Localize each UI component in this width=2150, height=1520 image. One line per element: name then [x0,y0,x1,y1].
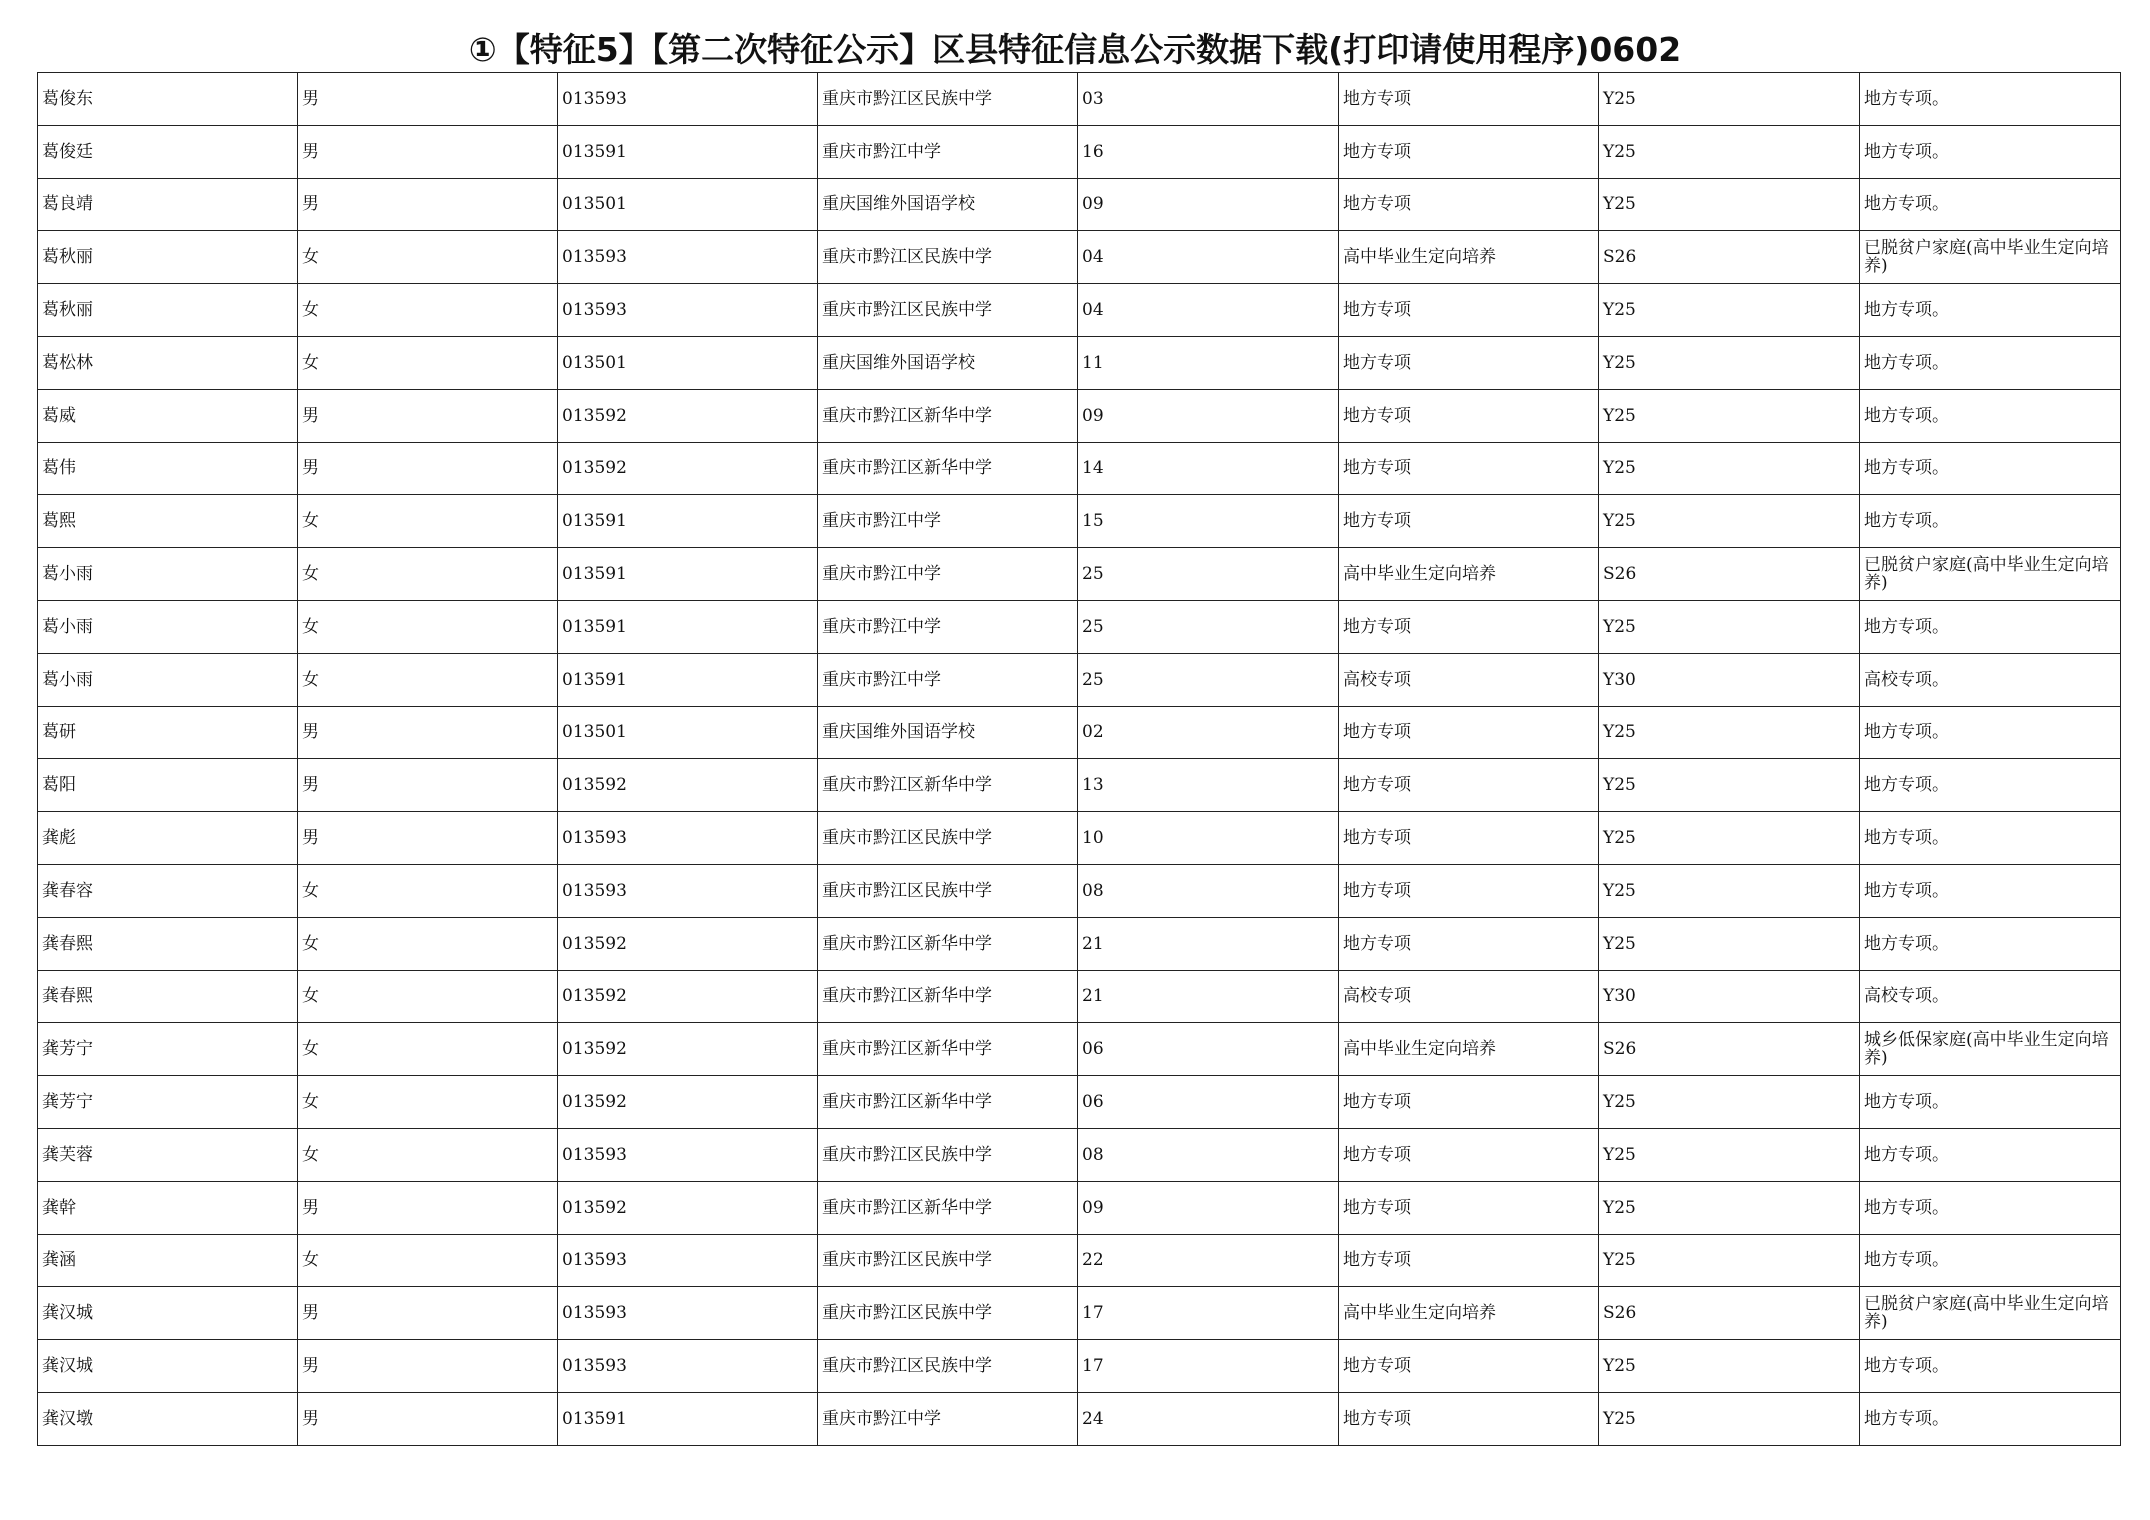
remark-cell: 地方专项。 [1860,1340,2121,1393]
school-name-cell: 重庆市黔江区民族中学 [818,812,1078,865]
name-cell: 葛小雨 [38,653,298,706]
name-cell: 龚春熙 [38,970,298,1023]
name-cell: 龚汉墩 [38,1392,298,1445]
name-cell: 龚芳宁 [38,1076,298,1129]
category-cell: 地方专项 [1339,759,1599,812]
school-code-cell: 013501 [558,336,818,389]
table-row [38,548,2121,601]
gender-cell: 男 [298,759,558,812]
name-cell: 龚汉城 [38,1287,298,1340]
table-row [38,600,2121,653]
table-row [38,1287,2121,1340]
school-name-cell: 重庆国维外国语学校 [818,336,1078,389]
table-row [38,125,2121,178]
name-cell: 葛熙 [38,495,298,548]
class-cell: 09 [1078,1181,1339,1234]
school-code-cell: 013591 [558,1392,818,1445]
school-code-cell: 013593 [558,284,818,337]
category-cell: 高中毕业生定向培养 [1339,548,1599,601]
class-cell: 21 [1078,970,1339,1023]
class-cell: 09 [1078,389,1339,442]
school-name-cell: 重庆市黔江区民族中学 [818,1234,1078,1287]
code-cell: Y25 [1599,495,1860,548]
school-code-cell: 013591 [558,125,818,178]
code-cell: Y25 [1599,1234,1860,1287]
remark-cell: 地方专项。 [1860,812,2121,865]
category-cell: 地方专项 [1339,600,1599,653]
school-name-cell: 重庆市黔江区新华中学 [818,389,1078,442]
school-name-cell: 重庆市黔江区新华中学 [818,1023,1078,1076]
table-row [38,73,2121,126]
school-code-cell: 013501 [558,178,818,231]
name-cell: 葛小雨 [38,548,298,601]
code-cell: Y25 [1599,812,1860,865]
code-cell: Y25 [1599,706,1860,759]
name-cell: 葛良靖 [38,178,298,231]
table-row [38,706,2121,759]
name-cell: 葛小雨 [38,600,298,653]
remark-cell: 高校专项。 [1860,653,2121,706]
name-cell: 葛松林 [38,336,298,389]
code-cell: Y30 [1599,970,1860,1023]
code-cell: Y25 [1599,178,1860,231]
class-cell: 06 [1078,1076,1339,1129]
code-cell: S26 [1599,1287,1860,1340]
table-row [38,336,2121,389]
remark-cell: 已脱贫户家庭(高中毕业生定向培养) [1860,548,2121,601]
class-cell: 17 [1078,1340,1339,1393]
table-row [38,812,2121,865]
remark-cell: 地方专项。 [1860,759,2121,812]
school-name-cell: 重庆市黔江区民族中学 [818,1287,1078,1340]
code-cell: Y25 [1599,1076,1860,1129]
school-code-cell: 013592 [558,759,818,812]
class-cell: 25 [1078,653,1339,706]
table-row [38,178,2121,231]
table-row [38,231,2121,284]
school-code-cell: 013593 [558,812,818,865]
table-row [38,1340,2121,1393]
gender-cell: 女 [298,1023,558,1076]
gender-cell: 男 [298,706,558,759]
table-row [38,653,2121,706]
school-name-cell: 重庆市黔江区民族中学 [818,1340,1078,1393]
school-code-cell: 013592 [558,389,818,442]
school-name-cell: 重庆市黔江区民族中学 [818,1128,1078,1181]
name-cell: 龚芳宁 [38,1023,298,1076]
remark-cell: 地方专项。 [1860,284,2121,337]
gender-cell: 男 [298,442,558,495]
code-cell: Y25 [1599,864,1860,917]
class-cell: 10 [1078,812,1339,865]
name-cell: 葛阳 [38,759,298,812]
table-row [38,1181,2121,1234]
school-code-cell: 013593 [558,231,818,284]
table-row [38,864,2121,917]
remark-cell: 地方专项。 [1860,1234,2121,1287]
name-cell: 葛威 [38,389,298,442]
remark-cell: 地方专项。 [1860,1392,2121,1445]
class-cell: 13 [1078,759,1339,812]
school-code-cell: 013591 [558,548,818,601]
table-row [38,284,2121,337]
name-cell: 龚彪 [38,812,298,865]
school-code-cell: 013593 [558,1128,818,1181]
school-code-cell: 013593 [558,73,818,126]
remark-cell: 已脱贫户家庭(高中毕业生定向培养) [1860,1287,2121,1340]
school-name-cell: 重庆市黔江区新华中学 [818,1076,1078,1129]
name-cell: 葛秋丽 [38,284,298,337]
table-row [38,759,2121,812]
class-cell: 03 [1078,73,1339,126]
class-cell: 08 [1078,1128,1339,1181]
class-cell: 02 [1078,706,1339,759]
remark-cell: 地方专项。 [1860,178,2121,231]
category-cell: 地方专项 [1339,1181,1599,1234]
name-cell: 葛伟 [38,442,298,495]
category-cell: 地方专项 [1339,495,1599,548]
school-code-cell: 013591 [558,600,818,653]
gender-cell: 女 [298,495,558,548]
school-code-cell: 013592 [558,442,818,495]
gender-cell: 女 [298,1076,558,1129]
gender-cell: 女 [298,917,558,970]
category-cell: 地方专项 [1339,1128,1599,1181]
class-cell: 25 [1078,548,1339,601]
remark-cell: 地方专项。 [1860,1128,2121,1181]
category-cell: 地方专项 [1339,389,1599,442]
school-name-cell: 重庆市黔江区民族中学 [818,73,1078,126]
category-cell: 高中毕业生定向培养 [1339,1287,1599,1340]
school-code-cell: 013592 [558,1023,818,1076]
category-cell: 高校专项 [1339,970,1599,1023]
table-body [38,73,2121,1446]
page-title: ①【特征5】【第二次特征公示】区县特征信息公示数据下载(打印请使用程序)0602 [468,30,1682,69]
school-name-cell: 重庆市黔江中学 [818,653,1078,706]
table-row [38,442,2121,495]
code-cell: S26 [1599,231,1860,284]
code-cell: Y25 [1599,1392,1860,1445]
table-row [38,495,2121,548]
name-cell: 葛秋丽 [38,231,298,284]
gender-cell: 女 [298,653,558,706]
class-cell: 04 [1078,284,1339,337]
gender-cell: 女 [298,284,558,337]
remark-cell: 地方专项。 [1860,73,2121,126]
school-code-cell: 013501 [558,706,818,759]
school-name-cell: 重庆市黔江中学 [818,495,1078,548]
category-cell: 高校专项 [1339,653,1599,706]
table-row [38,1234,2121,1287]
school-code-cell: 013592 [558,917,818,970]
category-cell: 地方专项 [1339,1234,1599,1287]
code-cell: Y25 [1599,284,1860,337]
code-cell: Y25 [1599,389,1860,442]
data-table [37,72,2121,1446]
gender-cell: 女 [298,600,558,653]
school-name-cell: 重庆市黔江区民族中学 [818,284,1078,337]
school-name-cell: 重庆市黔江区新华中学 [818,970,1078,1023]
category-cell: 地方专项 [1339,917,1599,970]
remark-cell: 地方专项。 [1860,442,2121,495]
remark-cell: 地方专项。 [1860,1181,2121,1234]
category-cell: 地方专项 [1339,442,1599,495]
code-cell: Y25 [1599,600,1860,653]
class-cell: 25 [1078,600,1339,653]
category-cell: 高中毕业生定向培养 [1339,231,1599,284]
gender-cell: 男 [298,1340,558,1393]
school-name-cell: 重庆市黔江区新华中学 [818,917,1078,970]
category-cell: 地方专项 [1339,73,1599,126]
remark-cell: 地方专项。 [1860,495,2121,548]
gender-cell: 男 [298,1181,558,1234]
code-cell: Y25 [1599,1128,1860,1181]
category-cell: 地方专项 [1339,1340,1599,1393]
remark-cell: 地方专项。 [1860,1076,2121,1129]
gender-cell: 男 [298,389,558,442]
table-row [38,917,2121,970]
class-cell: 15 [1078,495,1339,548]
table-row [38,389,2121,442]
gender-cell: 女 [298,548,558,601]
name-cell: 龚涵 [38,1234,298,1287]
name-cell: 葛研 [38,706,298,759]
class-cell: 21 [1078,917,1339,970]
remark-cell: 已脱贫户家庭(高中毕业生定向培养) [1860,231,2121,284]
code-cell: Y25 [1599,442,1860,495]
school-code-cell: 013591 [558,495,818,548]
school-name-cell: 重庆市黔江区民族中学 [818,864,1078,917]
gender-cell: 男 [298,73,558,126]
school-code-cell: 013591 [558,653,818,706]
table-row [38,1392,2121,1445]
gender-cell: 女 [298,336,558,389]
school-code-cell: 013593 [558,1340,818,1393]
code-cell: Y30 [1599,653,1860,706]
remark-cell: 地方专项。 [1860,917,2121,970]
class-cell: 09 [1078,178,1339,231]
school-name-cell: 重庆市黔江中学 [818,600,1078,653]
gender-cell: 男 [298,1392,558,1445]
gender-cell: 女 [298,864,558,917]
gender-cell: 女 [298,970,558,1023]
school-code-cell: 013592 [558,970,818,1023]
class-cell: 22 [1078,1234,1339,1287]
category-cell: 地方专项 [1339,864,1599,917]
class-cell: 08 [1078,864,1339,917]
table-row [38,1023,2121,1076]
remark-cell: 地方专项。 [1860,389,2121,442]
school-name-cell: 重庆市黔江区新华中学 [818,442,1078,495]
class-cell: 24 [1078,1392,1339,1445]
gender-cell: 男 [298,1287,558,1340]
school-name-cell: 重庆市黔江区新华中学 [818,1181,1078,1234]
remark-cell: 地方专项。 [1860,600,2121,653]
name-cell: 龚春熙 [38,917,298,970]
category-cell: 地方专项 [1339,812,1599,865]
gender-cell: 女 [298,1234,558,1287]
gender-cell: 男 [298,812,558,865]
table-row [38,1128,2121,1181]
gender-cell: 女 [298,231,558,284]
code-cell: Y25 [1599,1181,1860,1234]
code-cell: Y25 [1599,73,1860,126]
code-cell: Y25 [1599,125,1860,178]
table-row [38,1076,2121,1129]
school-code-cell: 013593 [558,1234,818,1287]
category-cell: 地方专项 [1339,1076,1599,1129]
remark-cell: 城乡低保家庭(高中毕业生定向培养) [1860,1023,2121,1076]
remark-cell: 地方专项。 [1860,706,2121,759]
class-cell: 17 [1078,1287,1339,1340]
name-cell: 龚春容 [38,864,298,917]
name-cell: 龚幹 [38,1181,298,1234]
code-cell: Y25 [1599,336,1860,389]
school-name-cell: 重庆市黔江中学 [818,1392,1078,1445]
code-cell: S26 [1599,548,1860,601]
name-cell: 龚芙蓉 [38,1128,298,1181]
school-code-cell: 013592 [558,1181,818,1234]
table-row [38,970,2121,1023]
category-cell: 地方专项 [1339,336,1599,389]
name-cell: 龚汉城 [38,1340,298,1393]
class-cell: 11 [1078,336,1339,389]
code-cell: Y25 [1599,1340,1860,1393]
category-cell: 地方专项 [1339,125,1599,178]
school-code-cell: 013593 [558,1287,818,1340]
school-name-cell: 重庆市黔江区新华中学 [818,759,1078,812]
code-cell: Y25 [1599,759,1860,812]
class-cell: 14 [1078,442,1339,495]
class-cell: 06 [1078,1023,1339,1076]
name-cell: 葛俊廷 [38,125,298,178]
school-name-cell: 重庆国维外国语学校 [818,178,1078,231]
category-cell: 地方专项 [1339,1392,1599,1445]
category-cell: 地方专项 [1339,284,1599,337]
code-cell: S26 [1599,1023,1860,1076]
class-cell: 16 [1078,125,1339,178]
school-name-cell: 重庆国维外国语学校 [818,706,1078,759]
school-name-cell: 重庆市黔江中学 [818,125,1078,178]
school-code-cell: 013592 [558,1076,818,1129]
gender-cell: 女 [298,1128,558,1181]
remark-cell: 地方专项。 [1860,864,2121,917]
school-name-cell: 重庆市黔江中学 [818,548,1078,601]
class-cell: 04 [1078,231,1339,284]
school-code-cell: 013593 [558,864,818,917]
category-cell: 地方专项 [1339,706,1599,759]
code-cell: Y25 [1599,917,1860,970]
remark-cell: 地方专项。 [1860,336,2121,389]
school-name-cell: 重庆市黔江区民族中学 [818,231,1078,284]
category-cell: 高中毕业生定向培养 [1339,1023,1599,1076]
gender-cell: 男 [298,178,558,231]
remark-cell: 高校专项。 [1860,970,2121,1023]
category-cell: 地方专项 [1339,178,1599,231]
gender-cell: 男 [298,125,558,178]
name-cell: 葛俊东 [38,73,298,126]
remark-cell: 地方专项。 [1860,125,2121,178]
